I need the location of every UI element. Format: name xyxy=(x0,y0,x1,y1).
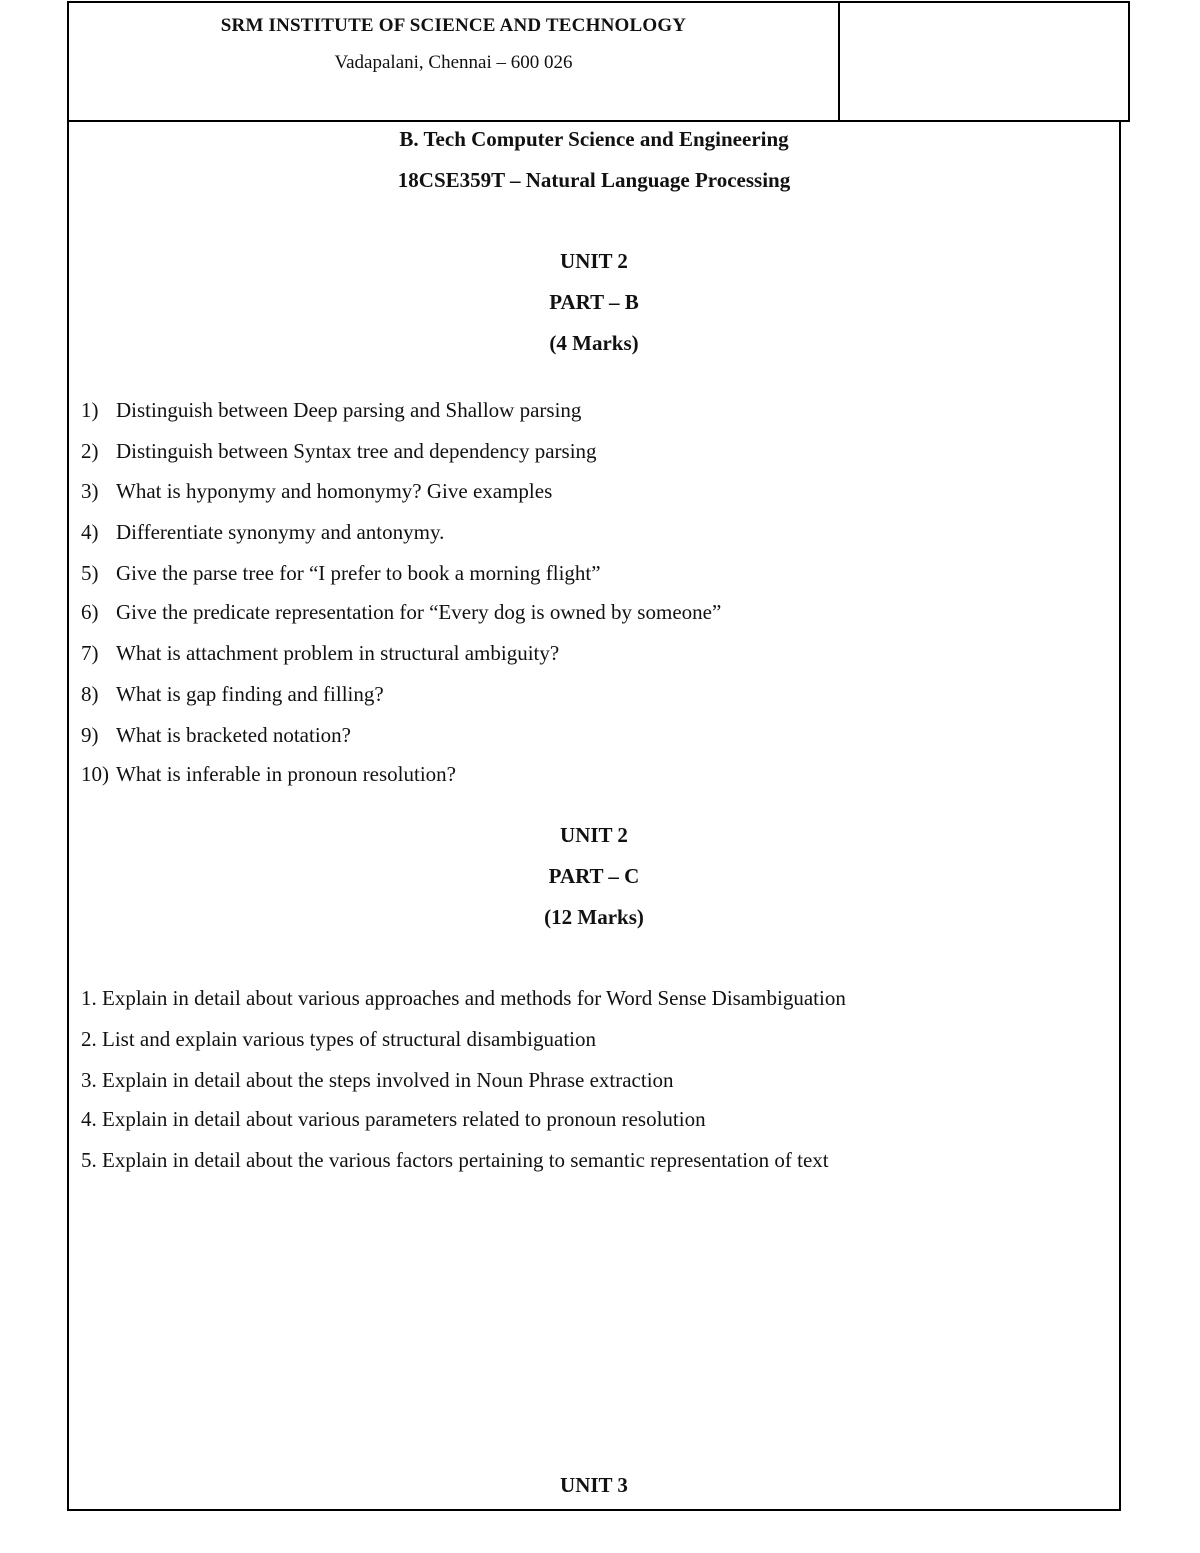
question-text: Distinguish between Syntax tree and dependency parsing xyxy=(116,439,597,463)
question-number: 10) xyxy=(81,762,109,786)
question-number: 8) xyxy=(81,682,99,706)
part-c-question: 2. List and explain various types of structural disambiguation xyxy=(81,1027,596,1051)
part-b-unit-heading: UNIT 2 xyxy=(560,249,628,273)
question-text: Give the parse tree for “I prefer to book a morning flight” xyxy=(116,561,601,585)
header-table xyxy=(67,1,1130,122)
part-c-question: 4. Explain in detail about various parameters related to pronoun resolution xyxy=(81,1107,706,1131)
question-text: Differentiate synonymy and antonymy. xyxy=(116,520,445,544)
subject-title: 18CSE359T – Natural Language Processing xyxy=(397,168,791,192)
institute-name: SRM INSTITUTE OF SCIENCE AND TECHNOLOGY xyxy=(220,15,687,36)
part-c-marks: (12 Marks) xyxy=(544,905,644,929)
question-text: What is hyponymy and homonymy? Give examples xyxy=(116,479,553,503)
part-c-question: 1. Explain in detail about various approaches and methods for Word Sense Disambiguation xyxy=(81,986,846,1010)
part-b-question xyxy=(81,560,601,586)
header-empty-cell xyxy=(840,3,1128,120)
part-b-question xyxy=(81,681,384,707)
question-text: Give the predicate representation for “Every dog is owned by someone” xyxy=(116,600,722,624)
part-c-question: 5. Explain in detail about the various factors pertaining to semantic representation of text xyxy=(81,1148,829,1172)
question-number: 5) xyxy=(81,561,99,585)
institute-address: Vadapalani, Chennai – 600 026 xyxy=(334,52,573,73)
question-number: 6) xyxy=(81,600,99,624)
part-b-question xyxy=(81,397,581,423)
question-number: 7) xyxy=(81,641,99,665)
part-b-question xyxy=(81,761,456,787)
question-number: 9) xyxy=(81,723,99,747)
program-title: B. Tech Computer Science and Engineering xyxy=(399,127,789,151)
part-b-question xyxy=(81,478,552,504)
question-number: 3) xyxy=(81,479,99,503)
next-unit-heading: UNIT 3 xyxy=(560,1473,628,1497)
question-text: What is bracketed notation? xyxy=(116,723,351,747)
part-b-question xyxy=(81,722,351,748)
question-text: Distinguish between Deep parsing and Shallow parsing xyxy=(116,398,582,422)
part-b-question xyxy=(81,599,721,625)
header-title-cell xyxy=(69,3,840,120)
part-b-heading: PART – B xyxy=(549,290,639,314)
question-text: What is gap finding and filling? xyxy=(116,682,384,706)
question-number: 1) xyxy=(81,398,99,422)
part-c-heading: PART – C xyxy=(548,864,640,888)
part-b-question xyxy=(81,519,444,545)
question-number: 4) xyxy=(81,520,99,544)
part-b-marks: (4 Marks) xyxy=(549,331,639,355)
question-text: What is inferable in pronoun resolution? xyxy=(116,762,456,786)
question-text: What is attachment problem in structural ambiguity? xyxy=(116,641,560,665)
question-number: 2) xyxy=(81,439,99,463)
part-b-question xyxy=(81,438,597,464)
part-c-question: 3. Explain in detail about the steps involved in Noun Phrase extraction xyxy=(81,1068,674,1092)
question-bank-body xyxy=(67,122,1121,1511)
part-c-unit-heading: UNIT 2 xyxy=(560,823,628,847)
part-b-question xyxy=(81,640,559,666)
